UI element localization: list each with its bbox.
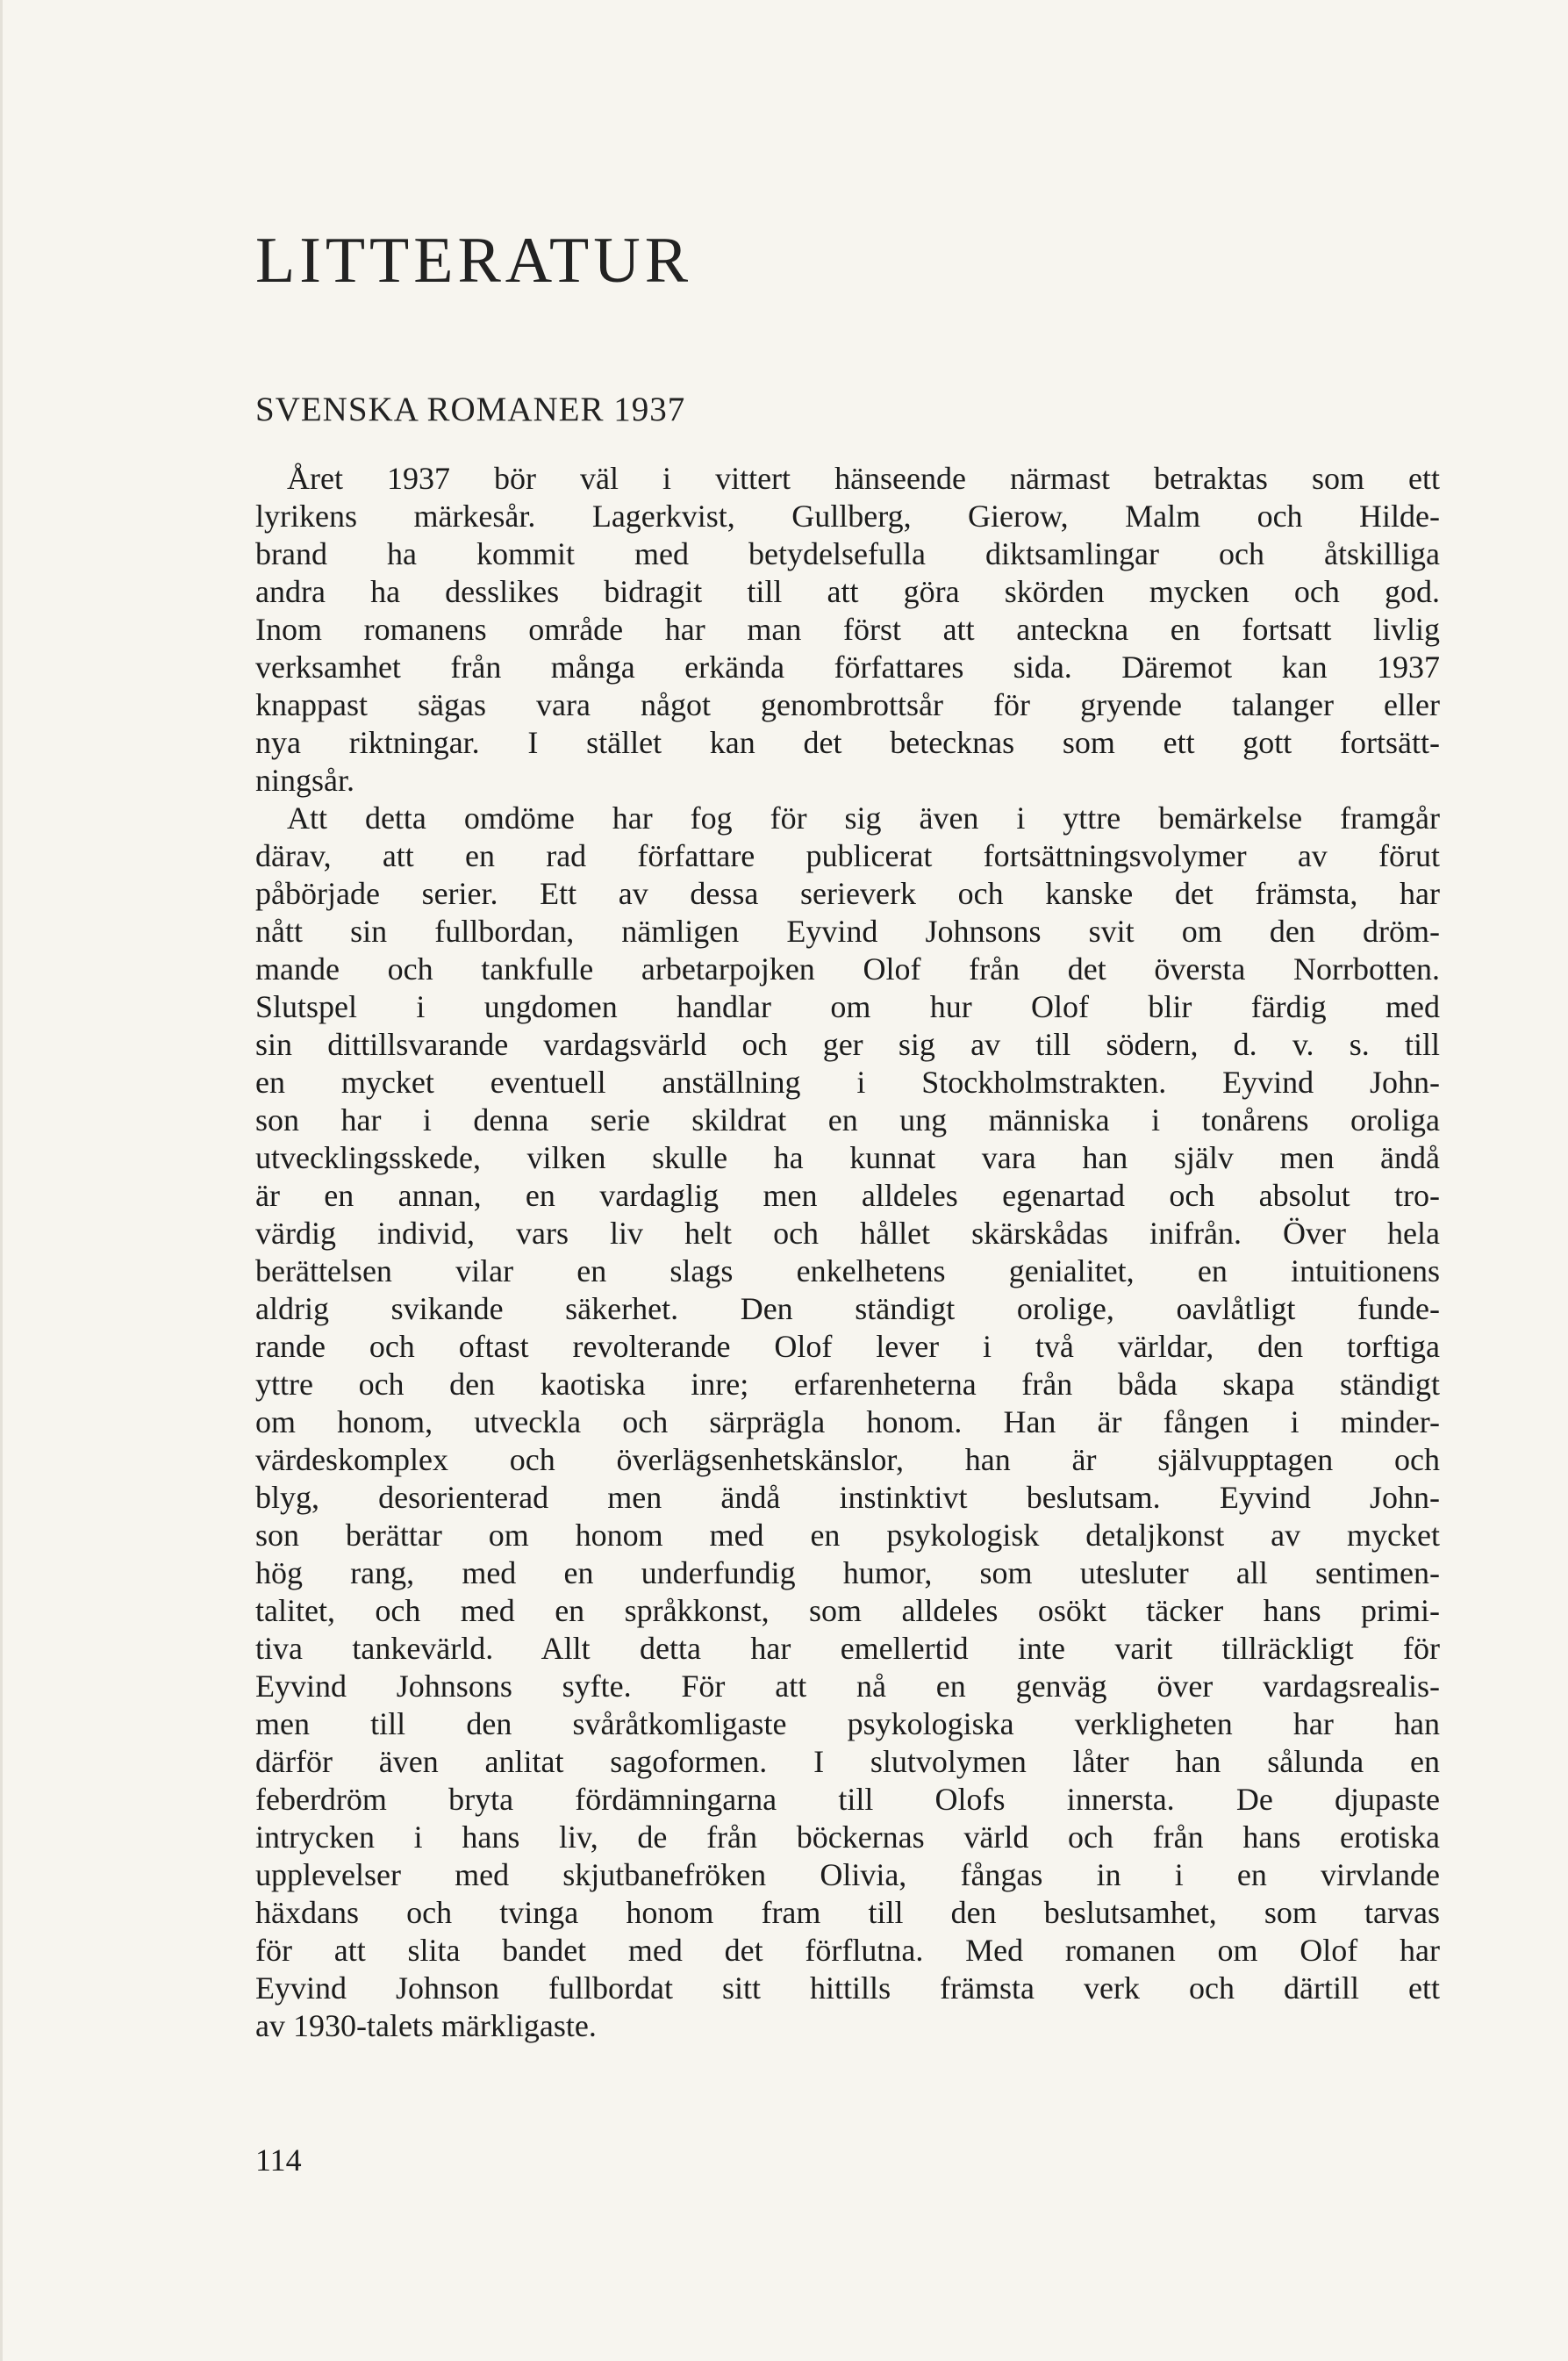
body-line: yttre och den kaotiska inre; erfarenheterna från båda skapa ständigt <box>255 1367 1440 1402</box>
article-title: SVENSKA ROMANER 1937 <box>255 391 686 428</box>
body-line: av 1930-talets märkligaste. <box>255 2008 597 2043</box>
body-line: son har i denna serie skildrat en ung människa i tonårens oroliga <box>255 1102 1440 1137</box>
body-line: tiva tankevärld. Allt detta har emellertid inte varit tillräckligt för <box>255 1631 1440 1666</box>
body-line: Slutspel i ungdomen handlar om hur Olof blir färdig med <box>255 989 1440 1024</box>
body-line: feberdröm bryta fördämningarna till Olofs innersta. De djupaste <box>255 1782 1440 1817</box>
body-line: knappast sägas vara något genombrottsår för gryende talanger eller <box>255 687 1440 722</box>
body-line: aldrig svikande säkerhet. Den ständigt orolige, oavlåtligt funde- <box>255 1291 1440 1326</box>
body-line: Eyvind Johnson fullbordat sitt hittills främsta verk och därtill ett <box>255 1970 1440 2006</box>
article-body <box>255 460 1440 2045</box>
body-line: hög rang, med en underfundig humor, som utesluter all sentimen- <box>255 1555 1440 1590</box>
body-line: värdeskomplex och överlägsenhetskänslor, han är självupptagen och <box>255 1442 1440 1477</box>
body-line: son berättar om honom med en psykologisk detaljkonst av mycket <box>255 1518 1440 1553</box>
body-line: är en annan, en vardaglig men alldeles egenartad och absolut tro- <box>255 1178 1440 1213</box>
body-line: häxdans och tvinga honom fram till den beslutsamhet, som tarvas <box>255 1895 1440 1930</box>
body-line: ningsår. <box>255 763 354 798</box>
body-line: mande och tankfulle arbetarpojken Olof från det översta Norrbotten. <box>255 951 1440 987</box>
body-line: rande och oftast revolterande Olof lever i två världar, den torftiga <box>255 1329 1440 1364</box>
body-line: därav, att en rad författare publicerat fortsättningsvolymer av förut <box>255 838 1440 873</box>
body-line: intrycken i hans liv, de från böckernas värld och från hans erotiska <box>255 1819 1440 1855</box>
body-line: Året 1937 bör väl i vittert hänseende närmast betraktas som ett <box>287 461 1440 496</box>
body-line: men till den svåråtkomligaste psykologiska verkligheten har han <box>255 1706 1440 1741</box>
body-line: påbörjade serier. Ett av dessa serieverk och kanske det främsta, har <box>255 876 1440 911</box>
body-line: verksamhet från många erkända författares sida. Däremot kan 1937 <box>255 649 1440 685</box>
body-line: nått sin fullbordan, nämligen Eyvind Johnsons svit om den dröm- <box>255 914 1440 949</box>
body-line: nya riktningar. I stället kan det betecknas som ett gott fortsätt- <box>255 725 1440 760</box>
body-line: Inom romanens område har man först att anteckna en fortsatt livlig <box>255 612 1440 647</box>
section-title: LITTERATUR <box>255 225 693 297</box>
body-line: Eyvind Johnsons syfte. För att nå en genväg över vardagsrealis- <box>255 1668 1440 1704</box>
page-number: 114 <box>255 2142 302 2178</box>
body-line: utvecklingsskede, vilken skulle ha kunnat vara han själv men ändå <box>255 1140 1440 1175</box>
body-line: andra ha desslikes bidragit till att göra skörden mycken och god. <box>255 574 1440 609</box>
body-line: om honom, utveckla och särprägla honom. Han är fången i minder- <box>255 1404 1440 1439</box>
body-line: värdig individ, vars liv helt och hållet skärskådas inifrån. Över hela <box>255 1216 1440 1251</box>
body-line: lyrikens märkesår. Lagerkvist, Gullberg, Gierow, Malm och Hilde- <box>255 499 1440 534</box>
body-line: berättelsen vilar en slags enkelhetens genialitet, en intuitionens <box>255 1253 1440 1288</box>
body-line: upplevelser med skjutbanefröken Olivia, fångas in i en virvlande <box>255 1857 1440 1892</box>
body-line: blyg, desorienterad men ändå instinktivt beslutsam. Eyvind John- <box>255 1480 1440 1515</box>
body-line: talitet, och med en språkkonst, som alldeles osökt täcker hans primi- <box>255 1593 1440 1628</box>
body-line: brand ha kommit med betydelsefulla diktsamlingar och åtskilliga <box>255 536 1440 571</box>
body-line: för att slita bandet med det förflutna. Med romanen om Olof har <box>255 1933 1440 1968</box>
body-line: därför även anlitat sagoformen. I slutvolymen låter han sålunda en <box>255 1744 1440 1779</box>
body-line: en mycket eventuell anställning i Stockholmstrakten. Eyvind John- <box>255 1065 1440 1100</box>
body-line: Att detta omdöme har fog för sig även i yttre bemärkelse framgår <box>287 800 1440 836</box>
body-line: sin dittillsvarande vardagsvärld och ger sig av till södern, d. v. s. till <box>255 1027 1440 1062</box>
